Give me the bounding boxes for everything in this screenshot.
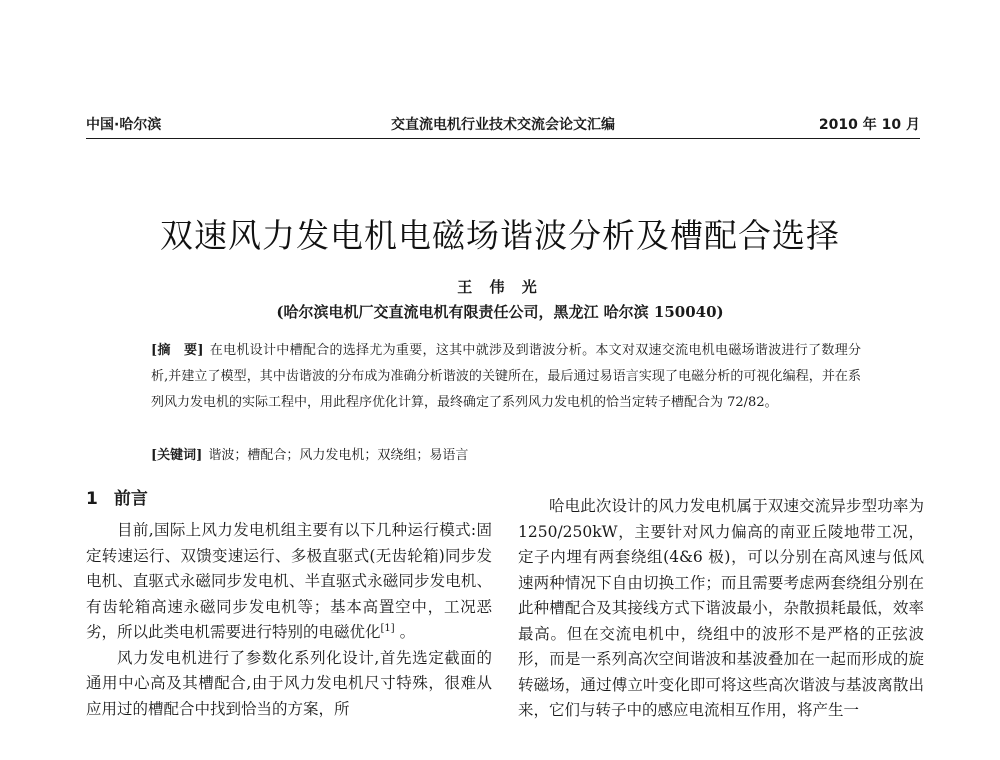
left-paragraph-1 <box>86 518 492 646</box>
keywords-label: [关键词] <box>151 448 203 463</box>
left-paragraph-1-text: 目前,国际上风力发电机组主要有以下几种运行模式:固定转速运行、双馈变速运行、多极直驱式(无齿轮箱)同步发电机、直驱式永磁同步发电机、半直驱式永磁同步发电机、有齿轮箱高速永磁同步发电机等；基本高置空中，工况恶劣，所以此类电机需要进行特别的电磁优化 <box>86 521 492 641</box>
abstract-text: 在电机设计中槽配合的选择尤为重要，这其中就涉及到谐波分析。本文对双速交流电机电磁场谐波进行了数理分析,并建立了模型，其中齿谐波的分布成为准确分析谐波的关键所在，最后通过易语言实现了电磁分析的可视化编程，并在系列风力发电机的实际工程中，用此程序优化计算，最终确定了系列风力发电机的恰当定转子槽配合为 72/82。 <box>151 343 861 410</box>
left-paragraph-2: 风力发电机进行了参数化系列化设计,首先选定截面的通用中心高及其槽配合,由于风力发电机尺寸特殊，很难从应用过的槽配合中找到恰当的方案，所 <box>86 648 492 718</box>
citation-ref: [1] <box>380 622 395 634</box>
section-heading <box>86 484 148 509</box>
header-rule <box>86 138 920 139</box>
paper-title: 双速风力发电机电磁场谐波分析及槽配合选择 <box>160 216 840 255</box>
section-number: 1 <box>86 489 98 509</box>
abstract-label: [摘 要] <box>151 343 204 358</box>
header-proceedings-title: 交直流电机行业技术交流会论文汇编 <box>391 117 615 133</box>
keywords <box>151 443 861 469</box>
keywords-text: 谐波；槽配合；风力发电机；双绕组；易语言 <box>208 448 469 463</box>
abstract <box>151 338 861 416</box>
running-header <box>86 114 920 136</box>
left-column <box>86 518 492 722</box>
right-column <box>518 494 924 724</box>
author: 王 伟 光 <box>457 278 543 296</box>
section-title: 前言 <box>113 489 148 509</box>
header-location: 中国·哈尔滨 <box>86 117 162 133</box>
affiliation: (哈尔滨电机厂交直流电机有限责任公司，黑龙江 哈尔滨 150040) <box>276 303 724 321</box>
right-paragraph-1: 哈电此次设计的风力发电机属于双速交流异步型功率为 1250/250kW，主要针对风力偏高的南亚丘陵地带工况，定子内埋有两套绕组(4&6 极)，可以分别在高风速与低风速两种情况下自由切换工作；而且需要考虑两套绕组分别在此种槽配合及其接线方式下谐波最小，杂散损耗最低，效率最高。但在交流电机中，绕组中的波形不是严格的正弦波形，而是一系列高次空间谐波和基波叠加在一起而形成的旋转磁场，通过傅立叶变化即可将这些高次谐波与基波离散出来，它们与转子中的感应电流相互作用，将产生一 <box>518 497 924 719</box>
left-paragraph-1-end: 。 <box>394 623 416 641</box>
header-date: 2010 年 10 月 <box>818 117 920 133</box>
